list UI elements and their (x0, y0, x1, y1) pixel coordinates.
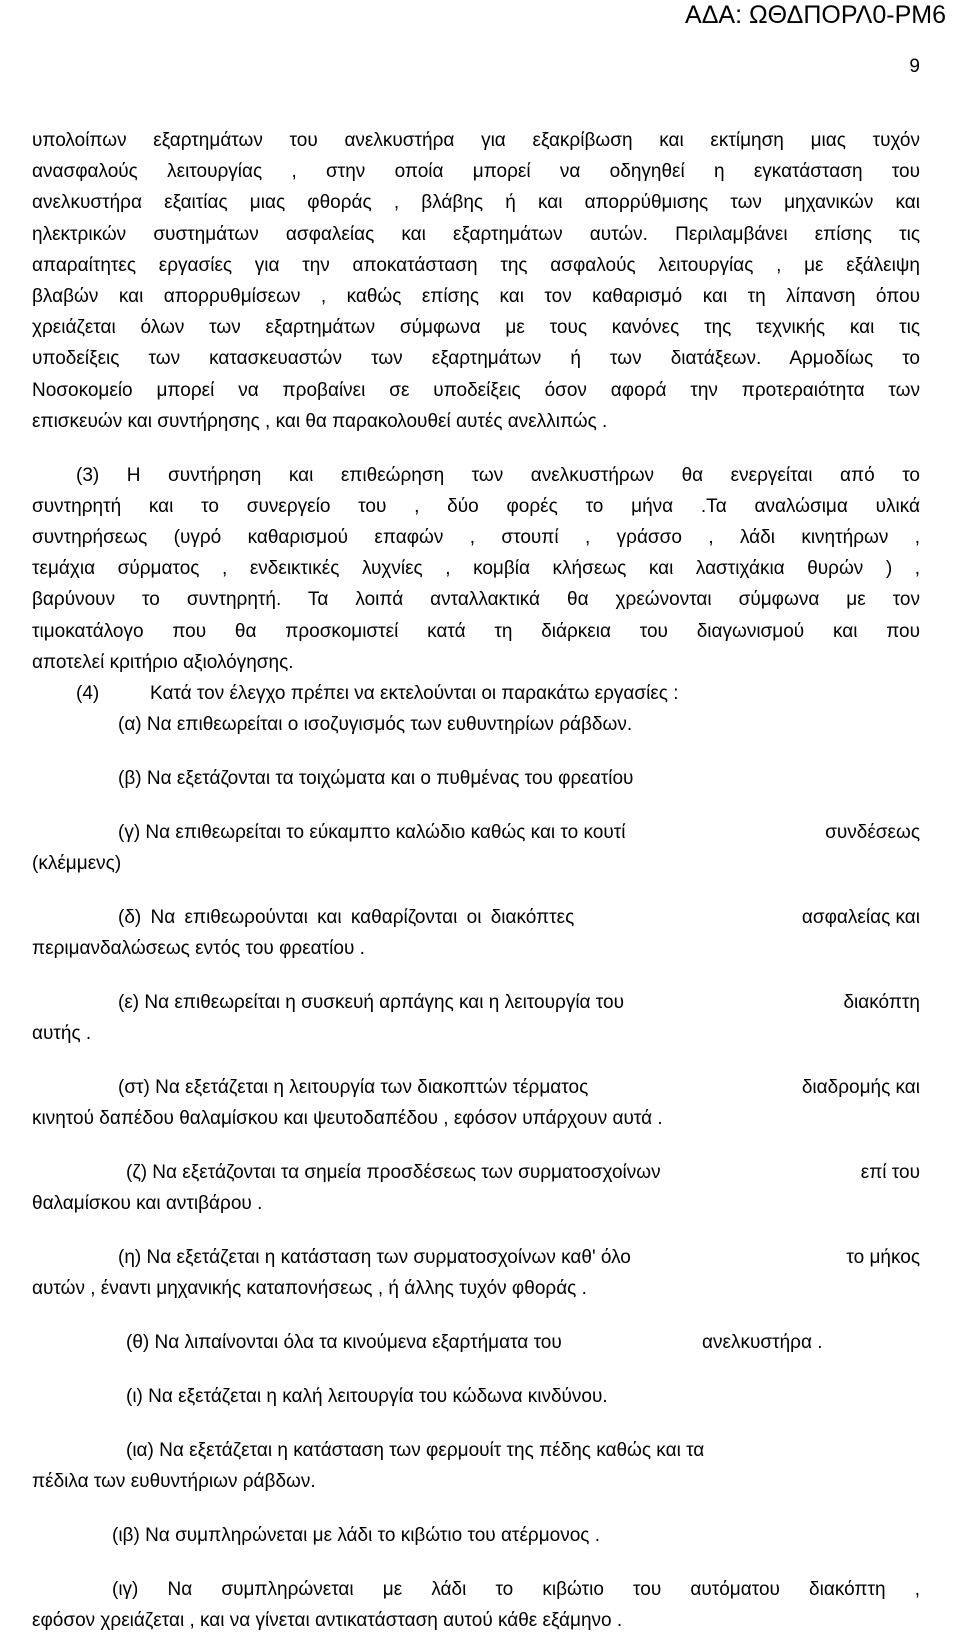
para1-line: υποδείξεις των κατασκευαστών των εξαρτημάτων ή των διατάξεων. Αρμοδίως το (32, 348, 920, 370)
para4-intro-text: Κατά τον έλεγχο πρέπει να εκτελούνται οι παρακάτω εργασίες : (150, 682, 679, 704)
para1-line: επισκευών και συντήρησης , και θα παρακολουθεί αυτές ανελλιπώς . (32, 410, 608, 432)
item-i: (ι) Να εξετάζεται η καλή λειτουργία του κώδωνα κινδύνου. (126, 1386, 608, 1407)
para3-line: αποτελεί κριτήριο αξιολόγησης. (32, 651, 294, 673)
item-ia-cont: πέδιλα των ευθυντήριων ράβδων. (32, 1471, 316, 1493)
para3-line: τεμάχια σύρματος , ενδεικτικές λυχνίες , κομβία κλήσεως και λαστιχάκια θυρών ) , (32, 558, 920, 580)
item-ig-cont: εφόσον χρειάζεται , και να γίνεται αντικατάσταση αυτού κάθε εξάμηνο . (32, 1610, 623, 1631)
para1-line: βλαβών και απορρυθμίσεων , καθώς επίσης και τον καθαρισμό και τη λίπανση όπου (32, 285, 920, 307)
para3-line: (3) Η συντήρηση και επιθεώρηση των ανελκυστήρων θα ενεργείται από το (76, 464, 920, 486)
item-st-end: διαδρομής και (801, 1077, 920, 1098)
item-b: (β) Να εξετάζονται τα τοιχώματα και ο πυθμένας του φρεατίου (118, 767, 634, 789)
item-ig-text: (ιγ) Να συμπληρώνεται με λάδι το κιβώτιο του αυτόματου διακόπτη , (112, 1578, 920, 1600)
item-c-text: (γ) Να επιθεωρείται το εύκαμπτο καλώδιο καθώς και το κουτί (118, 821, 626, 843)
item-d-cont: περιμανδαλώσεως εντός του φρεατίου . (32, 938, 365, 959)
para1-line: Νοσοκομείο μπορεί να προβαίνει σε υποδείξεις όσον αφορά την προτεραιότητα των (32, 379, 920, 401)
para3-line: τιμοκατάλογο που θα προσκομιστεί κατά τη διάρκεια του διαγωνισμού και που (32, 620, 920, 642)
item-c-cont: (κλέμμενς) (32, 853, 122, 874)
item-h-cont: αυτών , έναντι μηχανικής καταπονήσεως , ή άλλης τυχόν φθοράς . (32, 1278, 587, 1300)
para3-line: βαρύνουν το συντηρητή. Τα λοιπά ανταλλακτικά θα χρεώνονται σύμφωνα με τον (32, 589, 920, 611)
para1-line: απαραίτητες εργασίες για την αποκατάσταση της ασφαλούς λειτουργίας , με εξάλειψη (32, 254, 920, 276)
item-st-text: (στ) Να εξετάζεται η λειτουργία των διακοπτών τέρματος (118, 1077, 589, 1098)
item-a: (α) Να επιθεωρείται ο ισοζυγισμός των ευθυντηρίων ράβδων. (118, 714, 633, 736)
item-ib: (ιβ) Να συμπληρώνεται με λάδι το κιβώτιο του ατέρμονος . (112, 1524, 601, 1546)
item-h-text: (η) Να εξετάζεται η κατάσταση των συρματοσχοίνων καθ' όλο (118, 1247, 631, 1269)
item-e-end: διακόπτη (843, 991, 920, 1013)
para1-line: ηλεκτρικών συστημάτων ασφαλείας και εξαρτημάτων αυτών. Περιλαμβάνει επίσης τις (32, 223, 920, 245)
item-z-end: επί του (860, 1162, 920, 1183)
item-h-end: το μήκος (846, 1247, 920, 1269)
item-d-end: ασφαλείας και (801, 906, 920, 928)
para3-line: συντηρήσεως (υγρό καθαρισμού επαφών , στουπί , γράσσο , λάδι κινητήρων , (32, 526, 920, 548)
ada-code: ΑΔΑ: ΩΘΔΠΟΡΛ0-ΡΜ6 (685, 1, 946, 29)
item-e-cont: αυτής . (32, 1023, 92, 1045)
item-c-end: συνδέσεως (825, 821, 920, 843)
item-e-text: (ε) Να επιθεωρείται η συσκευή αρπάγης και η λειτουργία του (118, 991, 624, 1013)
item-z-text: (ζ) Να εξετάζονται τα σημεία προσδέσεως των συρματοσχοίνων (126, 1162, 661, 1183)
para1-line: χρειάζεται όλων των εξαρτημάτων σύμφωνα με τους κανόνες της τεχνικής και τις (32, 317, 920, 339)
page-number: 9 (909, 56, 920, 77)
para1-line: ανασφαλούς λειτουργίας , στην οποία μπορεί να οδηγηθεί η εγκατάσταση του (32, 161, 920, 183)
para1-line: υπολοίπων εξαρτημάτων του ανελκυστήρα για εξακρίβωση και εκτίμηση μιας τυχόν (32, 130, 920, 151)
item-z-cont: θαλαμίσκου και αντιβάρου . (32, 1193, 263, 1215)
item-d-text: (δ) Να επιθεωρούνται και καθαρίζονται οι διακόπτες (118, 906, 575, 928)
para1-line: ανελκυστήρα εξαιτίας μιας φθοράς , βλάβης ή και απορρύθμισης των μηχανικών και (32, 192, 920, 214)
item-th-text: (θ) Να λιπαίνονται όλα τα κινούμενα εξαρτήματα του (126, 1332, 562, 1354)
item-th-end: ανελκυστήρα . (702, 1332, 823, 1354)
para4-number: (4) (76, 682, 100, 704)
item-st-cont: κινητού δαπέδου θαλαμίσκου και ψευτοδαπέδου , εφόσον υπάρχουν αυτά . (32, 1108, 663, 1130)
para3-line: συντηρητή και το συνεργείο του , δύο φορές το μήνα .Τα αναλώσιμα υλικά (32, 495, 920, 517)
item-ia-text: (ια) Να εξετάζεται η κατάσταση των φερμουίτ της πέδης καθώς και τα (126, 1439, 705, 1461)
